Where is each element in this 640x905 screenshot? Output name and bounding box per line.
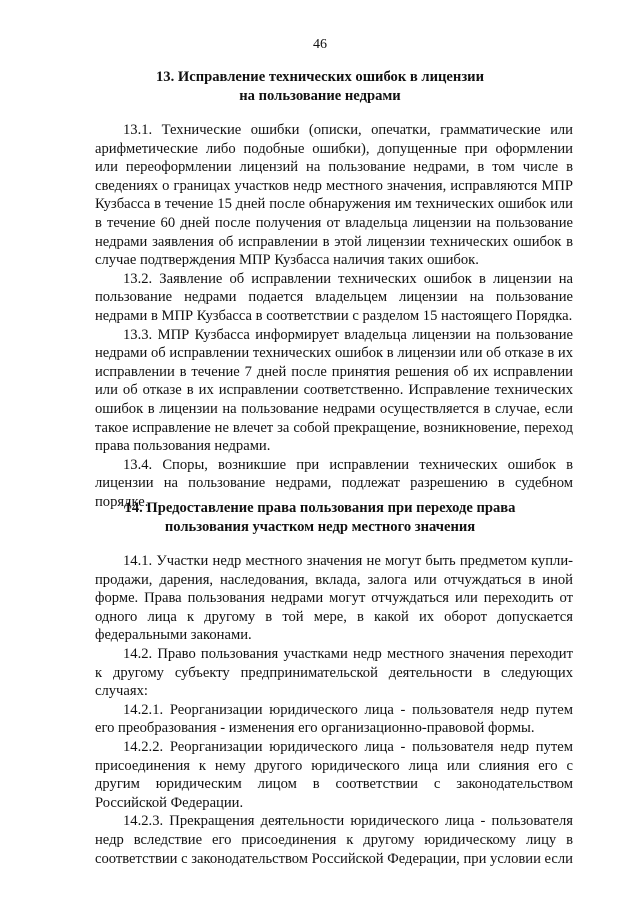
section-13-title-line-2: на пользование недрами: [239, 87, 401, 104]
paragraph-13-3: 13.3. МПР Кузбасса информирует владельца лицензии на пользование недрами об исправлении технических ошибок в лицензии или об отказе в их исправлении в течение 7 дней после принятия решения об их исправлении или об отказе в их исправлении соответственно. Исправление технических ошибок в лицензии на пользование недрами осуществляется в случае, если такое исправление не влечет за собой прекращение, возникновение, переход права пользования недрами.: [95, 326, 573, 455]
section-13-title-line-1: 13. Исправление технических ошибок в лицензии: [155, 69, 485, 85]
section-13-body: [95, 121, 573, 511]
section-14-title-line-2: пользования участком недр местного значения: [164, 518, 476, 535]
paragraph-14-2-1: 14.2.1. Реорганизации юридического лица - пользователя недр путем его преобразования - изменения его организационно-правовой формы.: [95, 701, 573, 737]
paragraph-13-1: 13.1. Технические ошибки (описки, опечатки, грамматические или арифметические либо подобные ошибки), допущенные при оформлении или переоформлении лицензий на пользование недрами, в том числе в сведениях о границах участков недр местного значения, исправляются МПР Кузбасса в течение 15 дней после обнаружения им технических ошибок или в течение 60 дней после получения от владельца лицензии на пользование недрами заявления об исправлении в этой лицензии технических ошибок в случае подтверждения МПР Кузбасса наличия таких ошибок.: [95, 122, 573, 269]
paragraph-14-2: 14.2. Право пользования участками недр местного значения переходит к другому субъекту предпринимательской деятельности в следующих случаях:: [95, 645, 573, 700]
section-14-title-line-1: 14. Предоставление права пользования при переходе права: [124, 500, 516, 516]
section-14-body: [95, 552, 573, 868]
paragraph-13-4: 13.4. Споры, возникшие при исправлении технических ошибок в лицензии на пользование недрами, подлежат разрешению в судебном порядке.: [95, 456, 573, 510]
section-14-title: [100, 499, 540, 536]
paragraph-13-2: 13.2. Заявление об исправлении технических ошибок в лицензии на пользование недрами подается владельцем лицензии на пользование недрами в МПР Кузбасса в соответствии с разделом 15 настоящего Порядка.: [95, 270, 573, 324]
paragraph-14-2-2: 14.2.2. Реорганизации юридического лица - пользователя недр путем присоединения к нему другого юридического лица или слияния его с другим юридическим лицом в соответствии с законодательством Российской Федерации.: [95, 738, 573, 811]
paragraph-14-1: 14.1. Участки недр местного значения не могут быть предметом купли-продажи, дарения, наследования, вклада, залога или отчуждаться в иной форме. Права пользования недрами могут отчуждаться или переходить от одного лица к другому в той мере, в какой их оборот допускается федеральными законами.: [95, 553, 573, 644]
section-13-title: [100, 68, 540, 105]
page-number: 46: [313, 37, 327, 52]
paragraph-14-2-3: 14.2.3. Прекращения деятельности юридического лица - пользователя недр вследствие его присоединения к другому юридическому лицу в соответствии с законодательством Российской Федерации, при условии если: [95, 813, 573, 867]
